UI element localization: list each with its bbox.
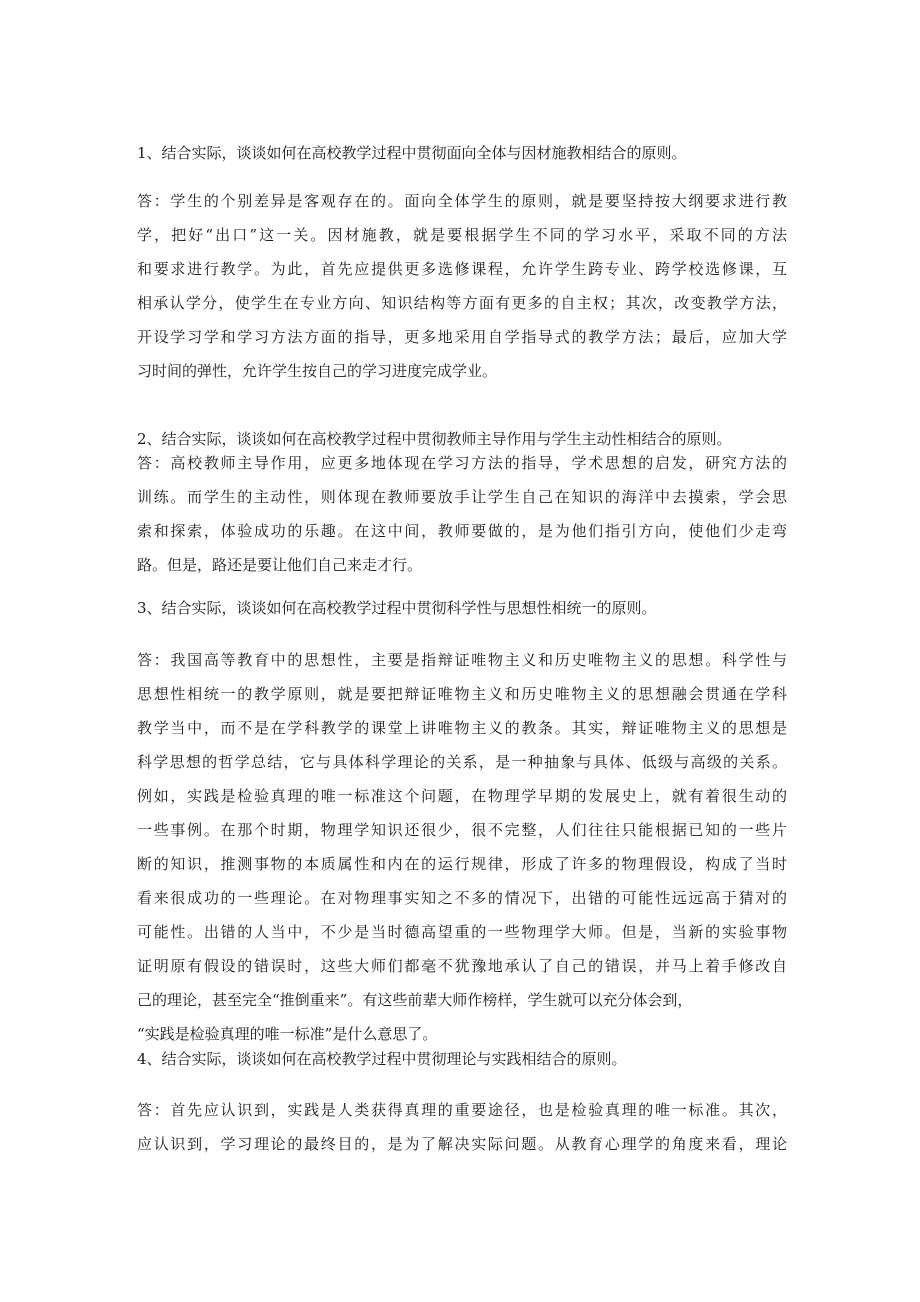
answer-line: 应认识到，学习理论的最终目的，是为了解决实际问题。从教育心理学的角度来看，理论 xyxy=(137,1135,787,1153)
question-1: 1、结合实际，谈谈如何在高校教学过程中贯彻面向全体与因材施教相结合的原则。 xyxy=(137,144,687,162)
answer-line: “实践是检验真理的唯一标准”是什么意思了。 xyxy=(137,1025,438,1043)
answer-line: 断的知识，推测事物的本质属性和内在的运行规律，形成了许多的物理假设，构成了当时 xyxy=(137,855,787,873)
answer-4 xyxy=(137,1093,787,1161)
answer-line: 习时间的弹性，允许学生按自己的学习进度完成学业。 xyxy=(137,362,498,380)
answer-line: 证明原有假设的错误时，这些大师们都毫不犹豫地承认了自己的错误，并马上着手修改自 xyxy=(137,957,787,975)
answer-line: 相承认学分，使学生在专业方向、知识结构等方面有更多的自主权；其次，改变教学方法， xyxy=(137,294,787,312)
answer-line: 思想性相统一的教学原则，就是要把辩证唯物主义和历史唯物主义的思想融会贯通在学科 xyxy=(137,685,787,703)
answer-line: 答：学生的个别差异是客观存在的。面向全体学生的原则，就是要坚持按大纲要求进行教 xyxy=(137,192,787,210)
answer-line: 开设学习学和学习方法方面的指导，更多地采用自学指导式的教学方法；最后，应加大学 xyxy=(137,328,787,346)
answer-line: 教学当中，而不是在学科教学的课堂上讲唯物主义的教条。其实，辩证唯物主义的思想是 xyxy=(137,719,787,737)
answer-line: 答：高校教师主导作用，应更多地体现在学习方法的指导，学术思想的启发，研究方法的 xyxy=(137,454,787,472)
answer-line: 己的理论，甚至完全“推倒重来”。有这些前辈大师作榜样，学生就可以充分体会到， xyxy=(137,991,693,1009)
answer-2 xyxy=(137,446,787,582)
answer-line: 答：我国高等教育中的思想性，主要是指辩证唯物主义和历史唯物主义的思想。科学性与 xyxy=(137,651,787,669)
question-2: 2、结合实际，谈谈如何在高校教学过程中贯彻教师主导作用与学生主动性相结合的原则。 xyxy=(137,430,732,448)
answer-line: 看来很成功的一些理论。在对物理事实知之不多的情况下，出错的可能性远远高于猜对的 xyxy=(137,889,787,907)
answer-line: 例如，实践是检验真理的唯一标准这个问题，在物理学早期的发展史上，就有着很生动的 xyxy=(137,787,787,805)
answer-line: 训练。而学生的主动性，则体现在教师要放手让学生自己在知识的海洋中去摸索，学会思 xyxy=(137,488,787,506)
question-3: 3、结合实际，谈谈如何在高校教学过程中贯彻科学性与思想性相统一的原则。 xyxy=(137,599,657,617)
answer-line: 索和探索，体验成功的乐趣。在这中间，教师要做的，是为他们指引方向，使他们少走弯 xyxy=(137,522,787,540)
answer-line: 可能性。出错的人当中，不少是当时德高望重的一些物理学大师。但是，当新的实验事物 xyxy=(137,923,787,941)
answer-1 xyxy=(137,184,787,388)
answer-line: 学，把好“出口”这一关。因材施教，就是要根据学生不同的学习水平，采取不同的方法 xyxy=(137,226,787,244)
answer-line: 科学思想的哲学总结，它与具体科学理论的关系，是一种抽象与具体、低级与高级的关系。 xyxy=(137,753,787,771)
answer-3 xyxy=(137,643,787,1051)
answer-line: 一些事例。在那个时期，物理学知识还很少，很不完整，人们往往只能根据已知的一些片 xyxy=(137,821,787,839)
question-4: 4、结合实际，谈谈如何在高校教学过程中贯彻理论与实践相结合的原则。 xyxy=(137,1050,627,1068)
answer-line: 答：首先应认识到，实践是人类获得真理的重要途径，也是检验真理的唯一标准。其次， xyxy=(137,1101,787,1119)
answer-line: 和要求进行教学。为此，首先应提供更多选修课程，允许学生跨专业、跨学校选修课，互 xyxy=(137,260,787,278)
answer-line: 路。但是，路还是要让他们自己来走才行。 xyxy=(137,556,423,574)
